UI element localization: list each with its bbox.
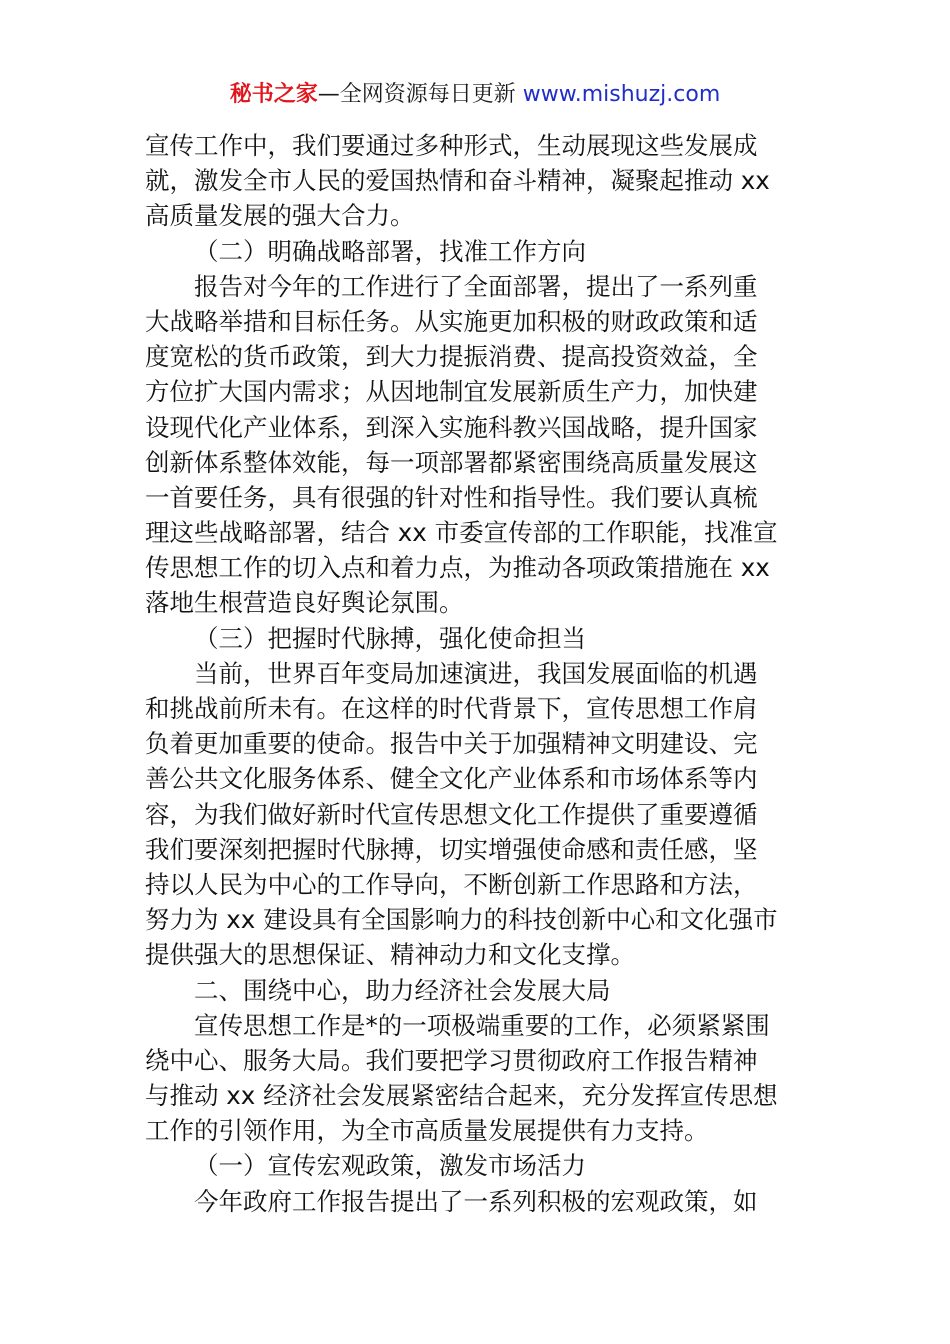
site-tagline: —全网资源每日更新 (317, 82, 516, 107)
paragraph-start-line: 当前，世界百年变局加速演进，我国发展面临的机遇 (194, 658, 758, 688)
text-line: 大战略举措和目标任务。从实施更加积极的财政政策和适 (145, 306, 758, 336)
site-url-link[interactable]: www.mishuzj.com (522, 82, 721, 107)
section-heading: （二）明确战略部署，找准工作方向 (194, 236, 586, 266)
text-line: 持以人民为中心的工作导向，不断创新工作思路和方法， (145, 869, 758, 899)
section-heading: （三）把握时代脉搏，强化使命担当 (194, 623, 586, 653)
text-line: 设现代化产业体系，到深入实施科教兴国战略，提升国家 (145, 412, 758, 442)
text-line: 落地生根营造良好舆论氛围。 (145, 588, 464, 618)
section-heading: （一）宣传宏观政策，激发市场活力 (194, 1151, 586, 1181)
text-line: 容，为我们做好新时代宣传思想文化工作提供了重要遵循 (145, 799, 758, 829)
text-line: 理这些战略部署，结合 xx 市委宣传部的工作职能，找准宣 (145, 518, 778, 548)
page-header (0, 80, 950, 110)
text-line: 善公共文化服务体系、健全文化产业体系和市场体系等内 (145, 764, 758, 794)
section-heading: 二、围绕中心，助力经济社会发展大局 (194, 975, 611, 1005)
text-line: 方位扩大国内需求；从因地制宜发展新质生产力，加快建 (145, 377, 758, 407)
text-line: 提供强大的思想保证、精神动力和文化支撑。 (145, 940, 635, 970)
paragraph-start-line: 今年政府工作报告提出了一系列积极的宏观政策，如 (194, 1186, 758, 1216)
text-line: 一首要任务，具有很强的针对性和指导性。我们要认真梳 (145, 482, 758, 512)
text-line: 高质量发展的强大合力。 (145, 201, 415, 231)
document-body (145, 128, 810, 1219)
text-line: 我们要深刻把握时代脉搏，切实增强使命感和责任感，坚 (145, 834, 758, 864)
text-line: 宣传工作中，我们要通过多种形式，生动展现这些发展成 (145, 131, 758, 160)
site-brand: 秘书之家 (229, 82, 318, 107)
paragraph-start-line: 宣传思想工作是*的一项极端重要的工作，必须紧紧围 (194, 1010, 770, 1040)
text-line: 努力为 xx 建设具有全国影响力的科技创新中心和文化强市 (145, 905, 778, 935)
text-line: 绕中心、服务大局。我们要把学习贯彻政府工作报告精神 (145, 1045, 758, 1075)
text-line: 度宽松的货币政策，到大力提振消费、提高投资效益，全 (145, 342, 758, 372)
paragraph-start-line: 报告对今年的工作进行了全面部署，提出了一系列重 (194, 271, 758, 301)
text-line: 工作的引领作用，为全市高质量发展提供有力支持。 (145, 1116, 709, 1146)
text-line: 就，激发全市人民的爱国热情和奋斗精神，凝聚起推动 xx (145, 166, 770, 196)
text-line: 与推动 xx 经济社会发展紧密结合起来，充分发挥宣传思想 (145, 1081, 778, 1111)
text-line: 传思想工作的切入点和着力点，为推动各项政策措施在 xx (145, 553, 770, 583)
text-line: 和挑战前所未有。在这样的时代背景下，宣传思想工作肩 (145, 694, 758, 723)
text-line: 创新体系整体效能，每一项部署都紧密围绕高质量发展这 (145, 447, 758, 477)
text-line: 负着更加重要的使命。报告中关于加强精神文明建设、完 (145, 729, 758, 759)
